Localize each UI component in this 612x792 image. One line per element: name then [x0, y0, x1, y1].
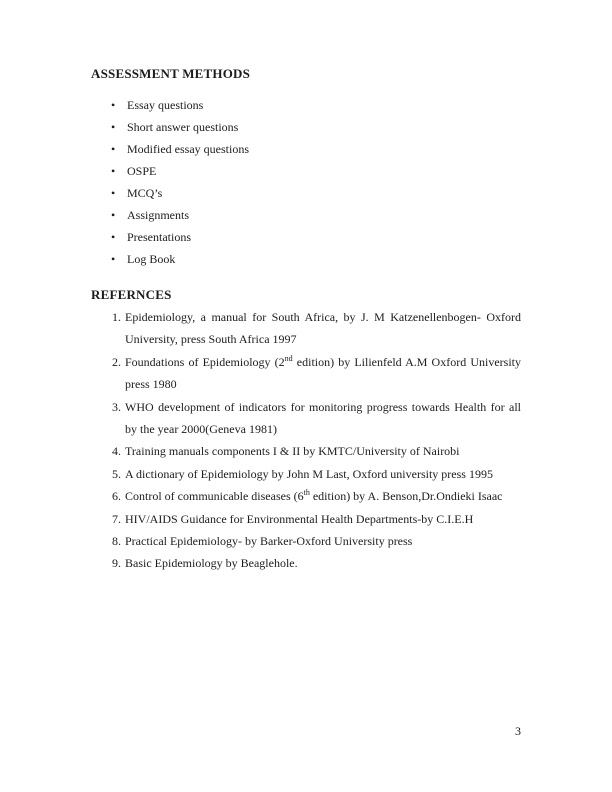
list-item — [91, 116, 521, 138]
reference-item — [91, 463, 521, 485]
list-item-label: MCQ’s — [127, 186, 163, 200]
reference-number: 7. — [112, 511, 121, 526]
reference-item — [91, 306, 521, 351]
reference-item — [91, 508, 521, 530]
list-item — [91, 138, 521, 160]
reference-text: Training manuals components I & II by KMTC/University of Nairobi — [125, 444, 460, 459]
list-item-label: OSPE — [127, 164, 157, 178]
superscript-ordinal: th — [303, 488, 310, 498]
reference-item — [91, 351, 521, 396]
bullet-icon: • — [111, 98, 116, 112]
reference-text: Foundations of Epidemiology (2nd edition) by Lilienfeld A.M Oxford University press 1980 — [125, 353, 521, 392]
reference-number: 4. — [112, 444, 121, 459]
list-item-label: Assignments — [127, 208, 190, 222]
assessment-methods-list — [91, 94, 521, 270]
reference-number: 1. — [112, 310, 121, 324]
superscript-ordinal: nd — [284, 353, 293, 363]
reference-item — [91, 396, 521, 441]
bullet-icon: • — [111, 142, 116, 156]
bullet-icon: • — [111, 164, 116, 178]
reference-number: 2. — [112, 354, 121, 369]
bullet-icon: • — [111, 230, 116, 244]
list-item — [91, 248, 521, 270]
references-heading: REFERNCES — [91, 287, 172, 302]
reference-text: WHO development of indicators for monitoring progress towards Health for all by the year 2000(Geneva 1981) — [125, 399, 521, 437]
reference-item — [91, 485, 521, 507]
list-item-label: Essay questions — [127, 98, 204, 112]
list-item — [91, 226, 521, 248]
list-item — [91, 160, 521, 182]
assessment-methods-heading: ASSESSMENT METHODS — [91, 66, 251, 81]
bullet-icon: • — [111, 186, 116, 200]
reference-number: 8. — [112, 534, 121, 549]
reference-item — [91, 440, 521, 462]
page-number: 3 — [515, 724, 521, 738]
list-item-label: Short answer questions — [127, 120, 239, 134]
reference-item — [91, 530, 521, 552]
list-item — [91, 182, 521, 204]
references-list — [91, 306, 521, 575]
reference-text: Epidemiology, a manual for South Africa, by J. M Katzenellenbogen- Oxford University, press South Africa 1997 — [125, 310, 521, 347]
list-item-label: Presentations — [127, 230, 191, 244]
list-item-label: Modified essay questions — [127, 142, 249, 156]
bullet-icon: • — [111, 252, 116, 266]
list-item — [91, 94, 521, 116]
page-content — [91, 66, 521, 575]
list-item-label: Log Book — [127, 252, 176, 266]
reference-number: 9. — [112, 556, 121, 571]
bullet-icon: • — [111, 120, 116, 134]
reference-text: Practical Epidemiology- by Barker-Oxford University press — [125, 534, 413, 549]
list-item — [91, 204, 521, 226]
reference-number: 5. — [112, 466, 121, 481]
reference-number: 6. — [112, 489, 121, 504]
reference-text: A dictionary of Epidemiology by John M Last, Oxford university press 1995 — [125, 466, 493, 481]
reference-text: Control of communicable diseases (6th edition) by A. Benson,Dr.Ondieki Isaac — [125, 488, 503, 504]
reference-item — [91, 552, 521, 574]
reference-text: HIV/AIDS Guidance for Environmental Health Departments-by C.I.E.H — [125, 511, 474, 526]
reference-number: 3. — [112, 399, 121, 414]
bullet-icon: • — [111, 208, 116, 222]
reference-text: Basic Epidemiology by Beaglehole. — [125, 556, 298, 571]
